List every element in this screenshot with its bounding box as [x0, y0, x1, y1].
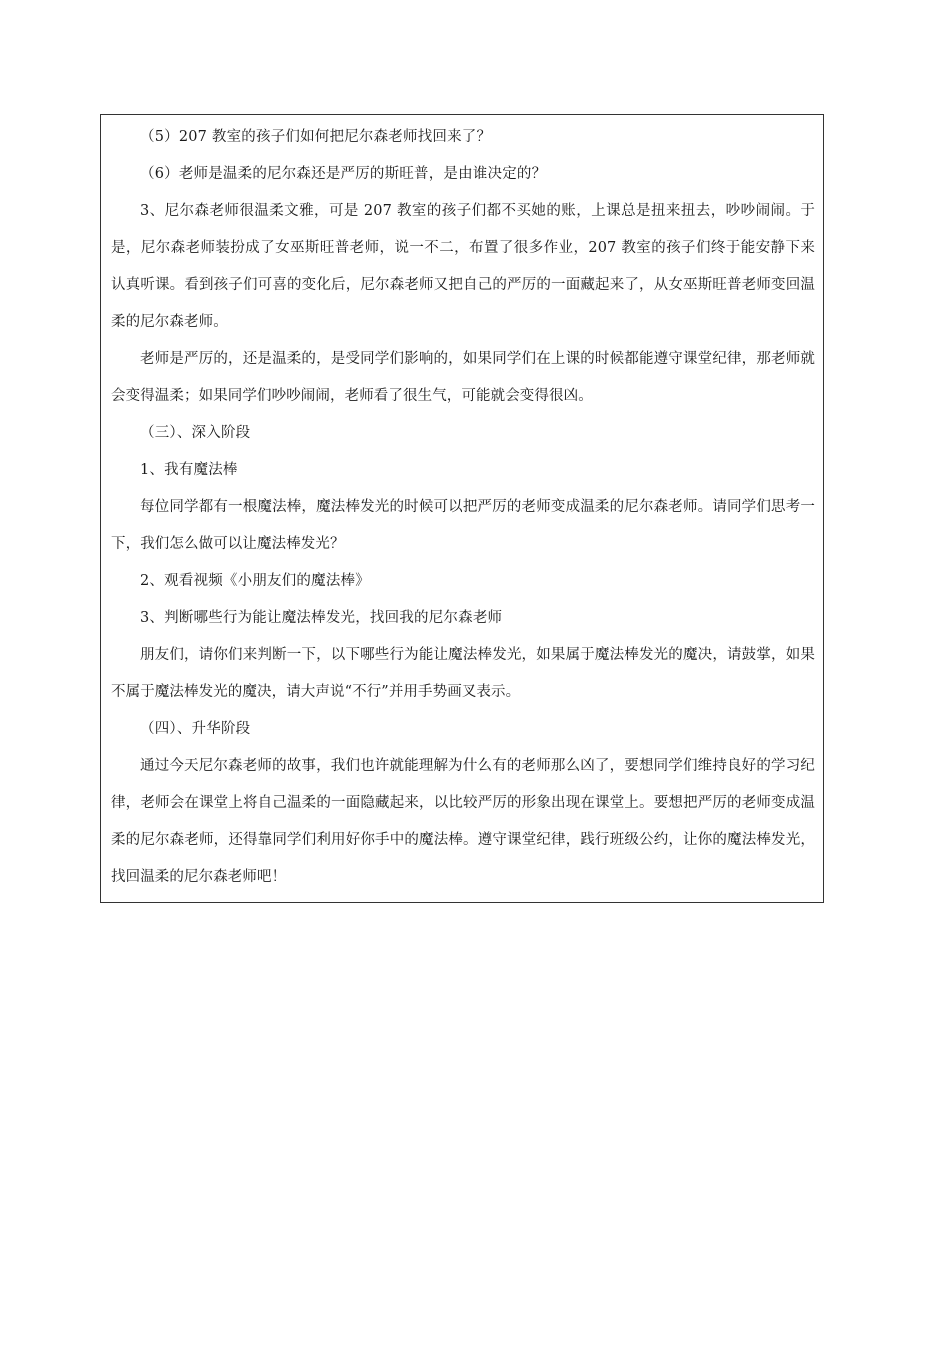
item-watch-video: 2、观看视频《小朋友们的魔法棒》 [140, 573, 370, 589]
judge-instructions-paragraph: 朋友们，请你们来判断一下，以下哪些行为能让魔法棒发光，如果属于魔法棒发光的魔决，请鼓掌，如果不属于魔法棒发光的魔决，请大声说“不行”并用手势画叉表示。 [111, 647, 815, 700]
section-heading-deepening: （三）、深入阶段 [140, 425, 251, 441]
section-heading-sublimation: （四）、升华阶段 [140, 721, 251, 737]
magic-wand-paragraph: 每位同学都有一根魔法棒，魔法棒发光的时候可以把严厉的老师变成温柔的尼尔森老师。请同学们思考一下，我们怎么做可以让魔法棒发光？ [111, 499, 815, 552]
question-5: （5）207 教室的孩子们如何把尼尔森老师找回来了？ [140, 129, 492, 145]
teacher-influence-paragraph: 老师是严厉的，还是温柔的，是受同学们影响的，如果同学们在上课的时候都能遵守课堂纪律，那老师就会变得温柔；如果同学们吵吵闹闹，老师看了很生气，可能就会变得很凶。 [111, 351, 815, 404]
lesson-plan-table-cell [100, 114, 824, 903]
question-6: （6）老师是温柔的尼尔森还是严厉的斯旺普，是由谁决定的？ [140, 166, 547, 182]
conclusion-paragraph: 通过今天尼尔森老师的故事，我们也许就能理解为什么有的老师那么凶了，要想同学们维持良好的学习纪律，老师会在课堂上将自己温柔的一面隐藏起来，以比较严厉的形象出现在课堂上。要想把严厉的老师变成温柔的尼尔森老师，还得靠同学们利用好你手中的魔法棒。遵守课堂纪律，践行班级公约，让你的魔法棒发光，找回温柔的尼尔森老师吧！ [111, 758, 815, 885]
item-magic-wand: 1、我有魔法棒 [140, 462, 238, 478]
item-judge-behaviors: 3、判断哪些行为能让魔法棒发光，找回我的尼尔森老师 [140, 610, 503, 626]
story-summary-paragraph: 3、尼尔森老师很温柔文雅，可是 207 教室的孩子们都不买她的账，上课总是扭来扭去，吵吵闹闹。于是，尼尔森老师装扮成了女巫斯旺普老师，说一不二，布置了很多作业，207 教室的孩子们终于能安静下来认真听课。看到孩子们可喜的变化后，尼尔森老师又把自己的严厉的一面藏起来了，从女巫斯旺普老师变回温柔的尼尔森老师。 [111, 203, 815, 330]
